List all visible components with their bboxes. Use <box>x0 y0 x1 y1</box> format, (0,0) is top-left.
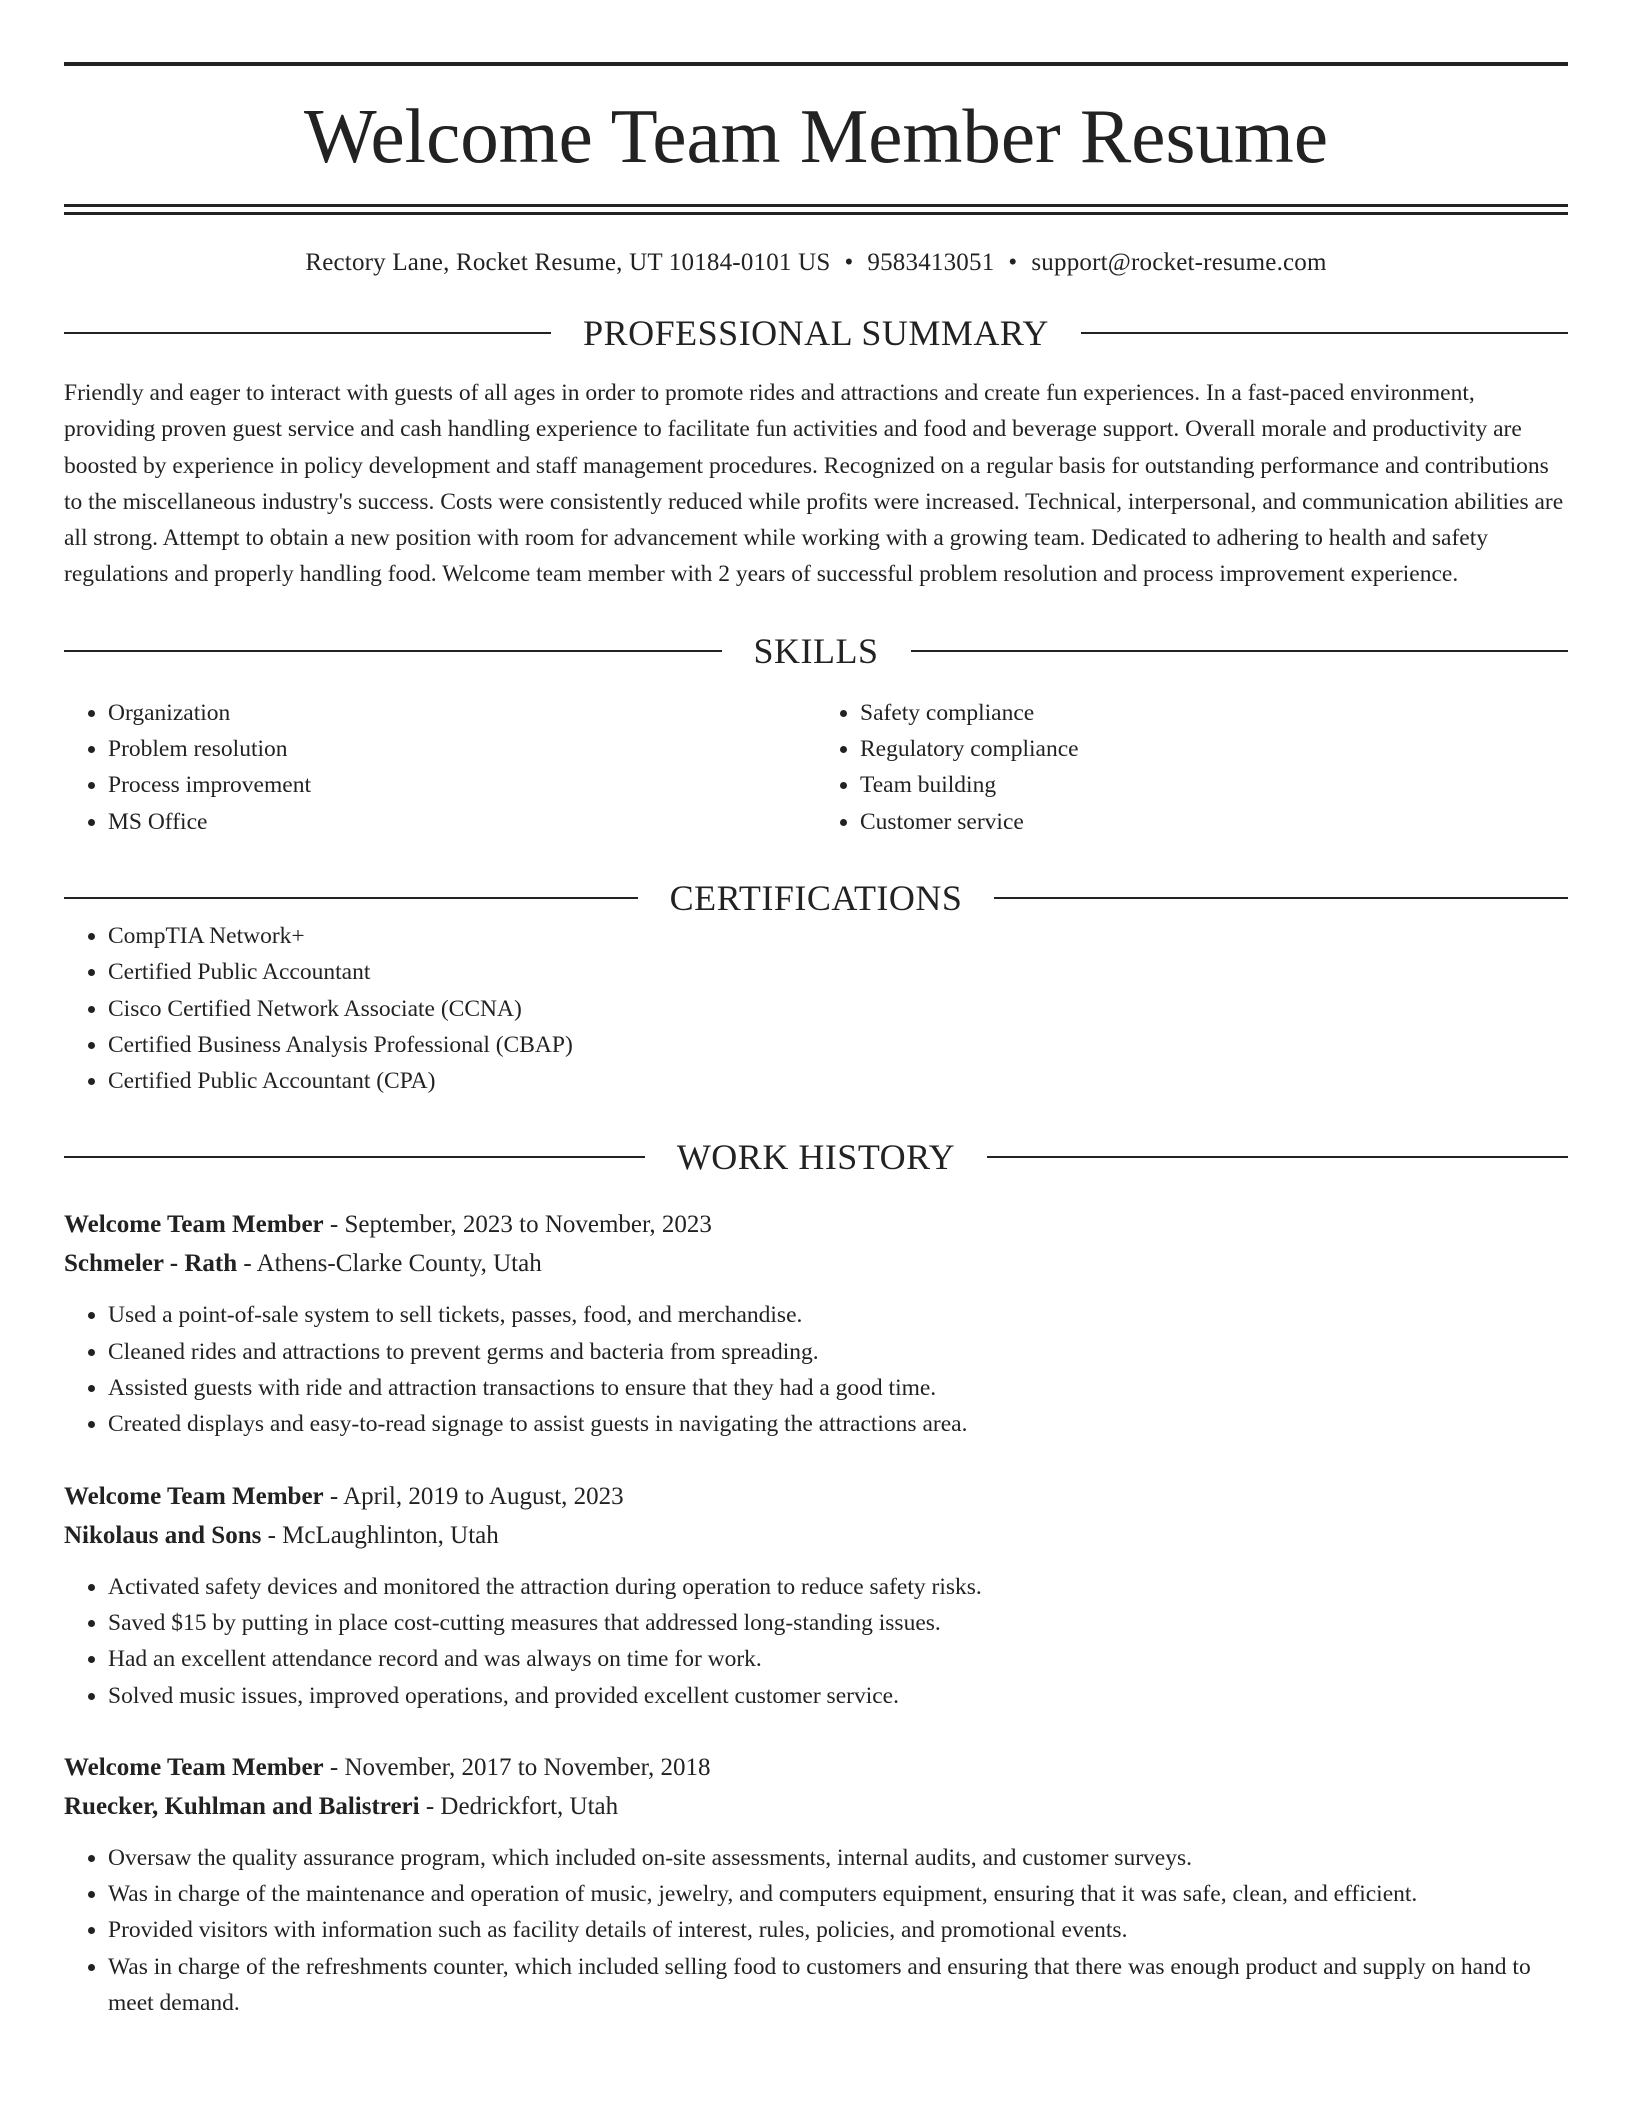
job-duties-list <box>64 1297 1568 1442</box>
heading-rule-left <box>64 332 551 334</box>
heading-rule-right <box>1081 332 1568 334</box>
skills-list-right <box>816 695 1568 840</box>
title-divider <box>64 204 1568 215</box>
skills-list-left <box>64 695 816 840</box>
job-title: Welcome Team Member <box>64 1211 324 1239</box>
job-duty: • Assisted guests with ride and attraction transactions to ensure that they had a good time. <box>108 1370 1568 1406</box>
job-duty: • Solved music issues, improved operations, and provided excellent customer service. <box>108 1678 1568 1714</box>
certifications-heading <box>64 878 1568 918</box>
skills-heading <box>64 631 1568 671</box>
job-company-line <box>64 1787 1568 1826</box>
job-duty: • Activated safety devices and monitored the attraction during operation to reduce safety risks. <box>108 1569 1568 1605</box>
certification-item: • Cisco Certified Network Associate (CCNA) <box>108 991 1568 1027</box>
job-duty: • Created displays and easy-to-read signage to assist guests in navigating the attractions area. <box>108 1406 1568 1442</box>
job-dates: - September, 2023 to November, 2023 <box>323 1211 712 1239</box>
summary-text: Friendly and eager to interact with guests of all ages in order to promote rides and attractions and create fun experiences. In a fast-paced environment, providing proven guest service and cash handling experience to facilitate fun activities and food and beverage support. Overall morale and productivity are boosted by experience in policy development and staff management procedures. Recognized on a regular basis for outstanding performance and contributions to the miscellaneous industry's success. Costs were consistently reduced while profits were increased. Technical, interpersonal, and communication abilities are all strong. Attempt to obtain a new position with room for advancement while working with a growing team. Dedicated to adhering to health and safety regulations and properly handling food. Welcome team member with 2 years of successful problem resolution and process improvement experience. <box>64 380 1564 588</box>
job-duties-list <box>64 1569 1568 1714</box>
certifications-list <box>64 918 1568 1099</box>
heading-rule-left <box>64 650 722 652</box>
job-duty: • Was in charge of the refreshments counter, which included selling food to customers and ensuring that there was enough product and supply on hand to meet demand. <box>108 1949 1568 2022</box>
job-location: - Dedrickfort, Utah <box>419 1792 619 1820</box>
skill-item: • Regulatory compliance <box>860 731 1568 767</box>
job-duties-list <box>64 1840 1568 2021</box>
contact-separator: • <box>1008 249 1018 276</box>
job-duty: • Oversaw the quality assurance program, which included on-site assessments, internal audits, and customer surveys. <box>108 1840 1568 1876</box>
contact-phone: 9583413051 <box>867 249 995 276</box>
work-history-title: WORK HISTORY <box>676 1137 956 1178</box>
certifications-title: CERTIFICATIONS <box>669 877 963 918</box>
job-company: Nikolaus and Sons <box>64 1521 262 1549</box>
job-dates: - November, 2017 to November, 2018 <box>323 1753 711 1781</box>
job-dates: - April, 2019 to August, 2023 <box>323 1482 624 1510</box>
contact-address: Rectory Lane, Rocket Resume, UT 10184-0101 US <box>305 249 831 276</box>
work-history-heading <box>64 1137 1568 1177</box>
contact-line <box>64 247 1568 279</box>
certification-item: • Certified Public Accountant (CPA) <box>108 1063 1568 1099</box>
heading-rule-right <box>987 1156 1568 1158</box>
certification-item: • CompTIA Network+ <box>108 918 1568 954</box>
job-entry <box>64 1205 1568 1442</box>
job-title: Welcome Team Member <box>64 1753 324 1781</box>
summary-title: PROFESSIONAL SUMMARY <box>583 313 1049 353</box>
contact-email[interactable]: support@rocket-resume.com <box>1031 249 1327 276</box>
job-company: Ruecker, Kuhlman and Balistreri <box>64 1792 420 1820</box>
job-location: - McLaughlinton, Utah <box>261 1521 499 1549</box>
skill-item: • Customer service <box>860 804 1568 840</box>
skill-item: • Organization <box>108 695 816 731</box>
job-title-line <box>64 1477 1568 1516</box>
job-duty: • Had an excellent attendance record and was always on time for work. <box>108 1641 1568 1677</box>
job-title-line <box>64 1205 1568 1244</box>
job-duty: • Saved $15 by putting in place cost-cutting measures that addressed long-standing issues. <box>108 1605 1568 1641</box>
job-location: - Athens-Clarke County, Utah <box>237 1250 542 1278</box>
skill-item: • Process improvement <box>108 767 816 803</box>
job-entry <box>64 1748 1568 2021</box>
heading-rule-right <box>994 897 1568 899</box>
job-entry <box>64 1477 1568 1714</box>
job-company-line <box>64 1244 1568 1283</box>
job-title-line <box>64 1748 1568 1787</box>
job-duty: • Provided visitors with information such as facility details of interest, rules, policies, and promotional events. <box>108 1912 1568 1948</box>
job-duty: • Used a point-of-sale system to sell tickets, passes, food, and merchandise. <box>108 1297 1568 1333</box>
skill-item: • MS Office <box>108 804 816 840</box>
summary-heading <box>64 313 1568 353</box>
job-title: Welcome Team Member <box>64 1482 324 1510</box>
skill-item: • Team building <box>860 767 1568 803</box>
heading-rule-right <box>911 650 1569 652</box>
job-company: Schmeler - Rath <box>64 1250 238 1278</box>
skills-columns <box>64 695 1568 840</box>
heading-rule-left <box>64 897 638 899</box>
title-block <box>64 62 1568 215</box>
certification-item: • Certified Business Analysis Professional (CBAP) <box>108 1027 1568 1063</box>
job-duty: • Was in charge of the maintenance and operation of music, jewelry, and computers equipment, ensuring that it was safe, clean, and efficient. <box>108 1876 1568 1912</box>
skill-item: • Problem resolution <box>108 731 816 767</box>
job-duty: • Cleaned rides and attractions to prevent germs and bacteria from spreading. <box>108 1334 1568 1370</box>
skills-title: SKILLS <box>753 630 879 671</box>
heading-rule-left <box>64 1156 645 1158</box>
contact-separator: • <box>844 249 854 276</box>
resume-title: Welcome Team Member Resume <box>303 93 1328 179</box>
certification-item: • Certified Public Accountant <box>108 954 1568 990</box>
job-company-line <box>64 1516 1568 1555</box>
skill-item: • Safety compliance <box>860 695 1568 731</box>
